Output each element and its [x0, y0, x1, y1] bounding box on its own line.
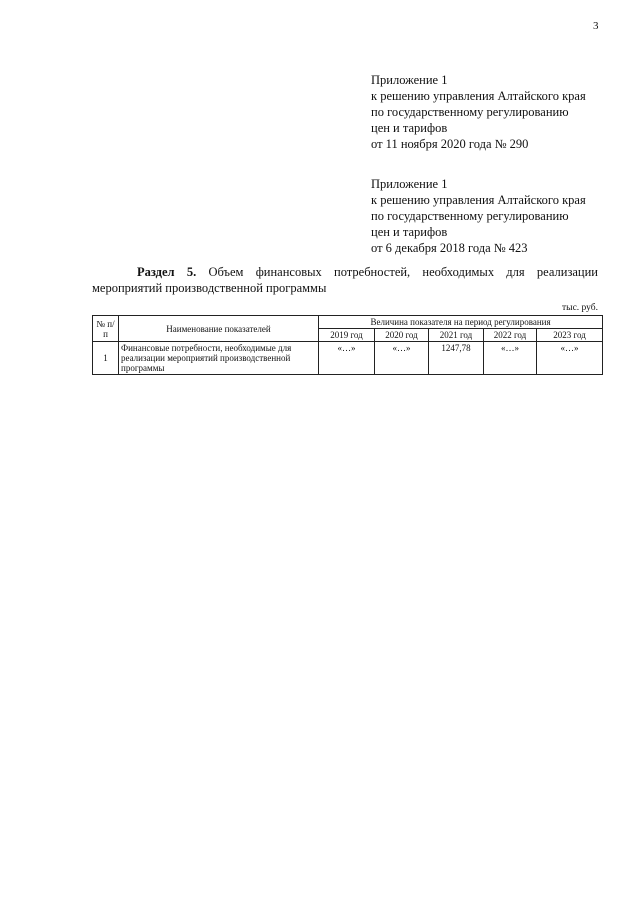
units-label: тыс. руб. [562, 303, 598, 313]
row-value: «…» [484, 342, 537, 375]
section-label: Раздел 5. [137, 265, 197, 279]
row-value: «…» [537, 342, 603, 375]
section-heading [92, 264, 598, 296]
header-year: 2022 год [484, 329, 537, 342]
row-number: 1 [93, 342, 119, 375]
appendix-line: цен и тарифов [371, 121, 448, 135]
appendix-previous-header [371, 176, 586, 256]
header-period: Величина показателя на период регулирования [319, 316, 603, 329]
appendix-line: Приложение 1 [371, 177, 448, 191]
section-title: Объем финансовых потребностей, необходимых для реализации мероприятий производственной программы [92, 265, 598, 295]
appendix-line: к решению управления Алтайского края [371, 193, 586, 207]
appendix-line: по государственному регулированию [371, 105, 569, 119]
table-header-row [93, 316, 603, 329]
row-value: «…» [375, 342, 429, 375]
financial-needs-table [92, 315, 603, 375]
appendix-date-line: от 6 декабря 2018 года № 423 [371, 241, 528, 255]
header-year: 2021 год [429, 329, 484, 342]
appendix-line: к решению управления Алтайского края [371, 89, 586, 103]
appendix-line: цен и тарифов [371, 225, 448, 239]
header-year: 2023 год [537, 329, 603, 342]
page-number: 3 [593, 20, 599, 32]
header-number: № п/п [93, 316, 119, 342]
header-year: 2019 год [319, 329, 375, 342]
row-name: Финансовые потребности, необходимые для реализации мероприятий производственной программы [119, 342, 319, 375]
header-name: Наименование показателей [119, 316, 319, 342]
appendix-date-line: от 11 ноября 2020 года № 290 [371, 137, 529, 151]
header-year: 2020 год [375, 329, 429, 342]
appendix-current-header [371, 72, 586, 152]
appendix-line: Приложение 1 [371, 73, 448, 87]
row-value: «…» [319, 342, 375, 375]
table-row [93, 342, 603, 375]
row-value: 1247,78 [429, 342, 484, 375]
appendix-line: по государственному регулированию [371, 209, 569, 223]
